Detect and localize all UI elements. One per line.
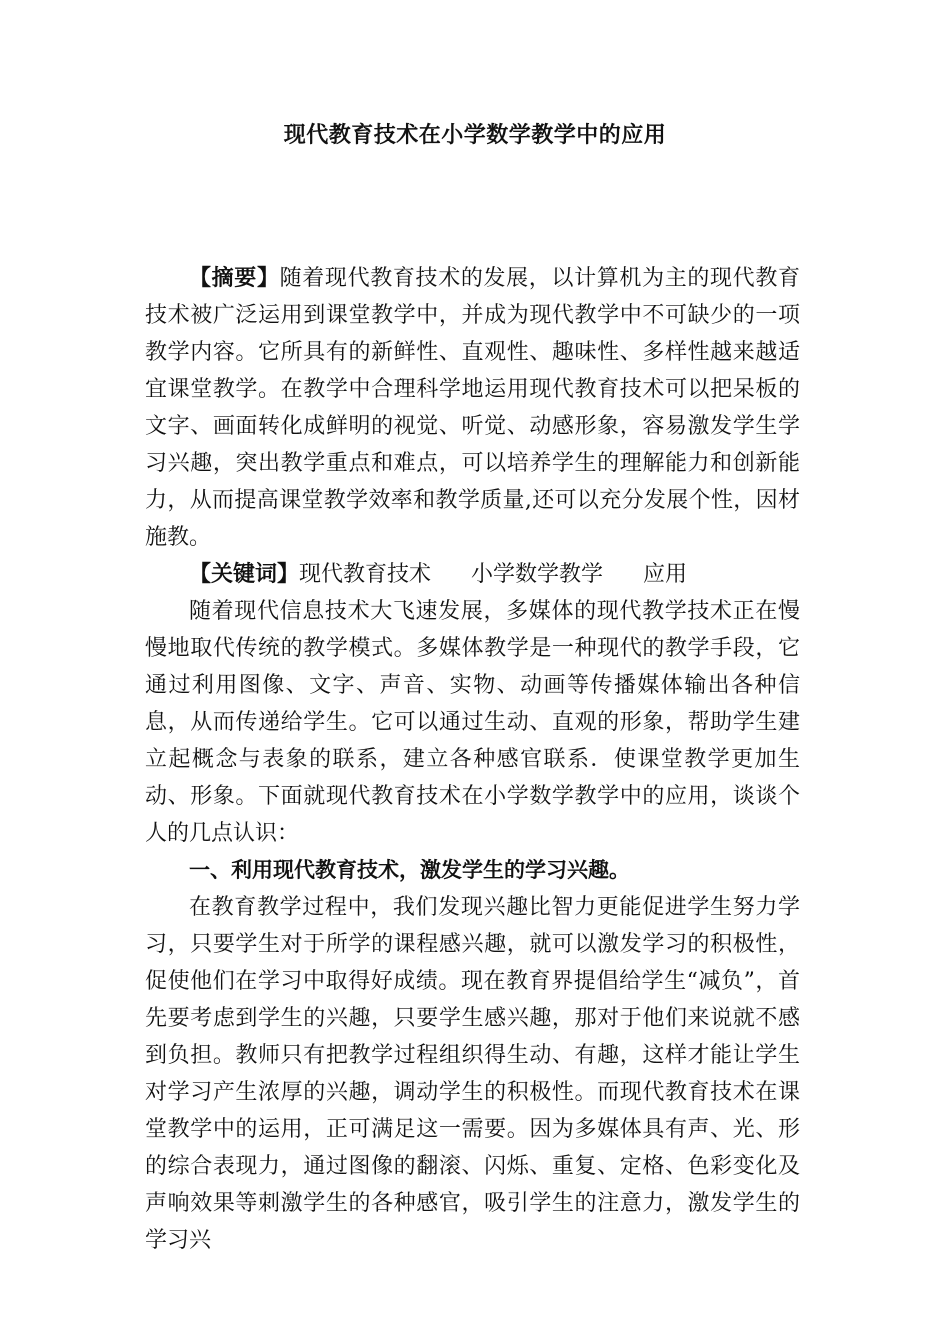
document-body	[145, 260, 800, 1259]
abstract-label: 【摘要】	[189, 266, 280, 291]
keyword-item: 现代教育技术	[299, 562, 432, 587]
section-heading: 一、利用现代教育技术，激发学生的学习兴趣。	[189, 858, 630, 882]
keyword-item: 小学数学教学	[471, 562, 604, 587]
keywords-paragraph	[145, 556, 800, 593]
keyword-item: 应用	[643, 562, 688, 587]
abstract-text: 随着现代教育技术的发展，以计算机为主的现代教育技术被广泛运用到课堂教学中，并成为现代教学中不可缺少的一项教学内容。它所具有的新鲜性、直观性、趣味性、多样性越来越适宜课堂教学。在教学中合理科学地运用现代教育技术可以把呆板的文字、画面转化成鲜明的视觉、听觉、动感形象，容易激发学生学习兴趣，突出教学重点和难点，可以培养学生的理解能力和创新能力，从而提高课堂教学效率和教学质量,还可以充分发展个性，因材施教。	[145, 266, 800, 550]
keywords-label: 【关键词】	[189, 562, 300, 587]
abstract-paragraph	[145, 260, 800, 556]
section-paragraph: 在教育教学过程中，我们发现兴趣比智力更能促进学生努力学习，只要学生对于所学的课程感兴趣，就可以激发学习的积极性，促使他们在学习中取得好成绩。现在教育界提倡给学生“减负”，首先要考虑到学生的兴趣，只要学生感兴趣，那对于他们来说就不感到负担。教师只有把教学过程组织得生动、有趣，这样才能让学生对学习产生浓厚的兴趣，调动学生的积极性。而现代教育技术在课堂教学中的运用，正可满足这一需要。因为多媒体具有声、光、形的综合表现力，通过图像的翻滚、闪烁、重复、定格、色彩变化及声响效果等刺激学生的各种感官，吸引学生的注意力，激发学生的学习兴	[145, 895, 800, 1253]
intro-paragraph: 随着现代信息技术大飞速发展，多媒体的现代教学技术正在慢慢地取代传统的教学模式。多媒体教学是一种现代的教学手段，它通过利用图像、文字、声音、实物、动画等传播媒体输出各种信息，从而传递给学生。它可以通过生动、直观的形象，帮助学生建立起概念与表象的联系，建立各种感官联系．使课堂教学更加生动、形象。下面就现代教育技术在小学数学教学中的应用，谈谈个人的几点认识：	[145, 599, 800, 846]
document-title: 现代教育技术在小学数学教学中的应用	[283, 123, 667, 148]
